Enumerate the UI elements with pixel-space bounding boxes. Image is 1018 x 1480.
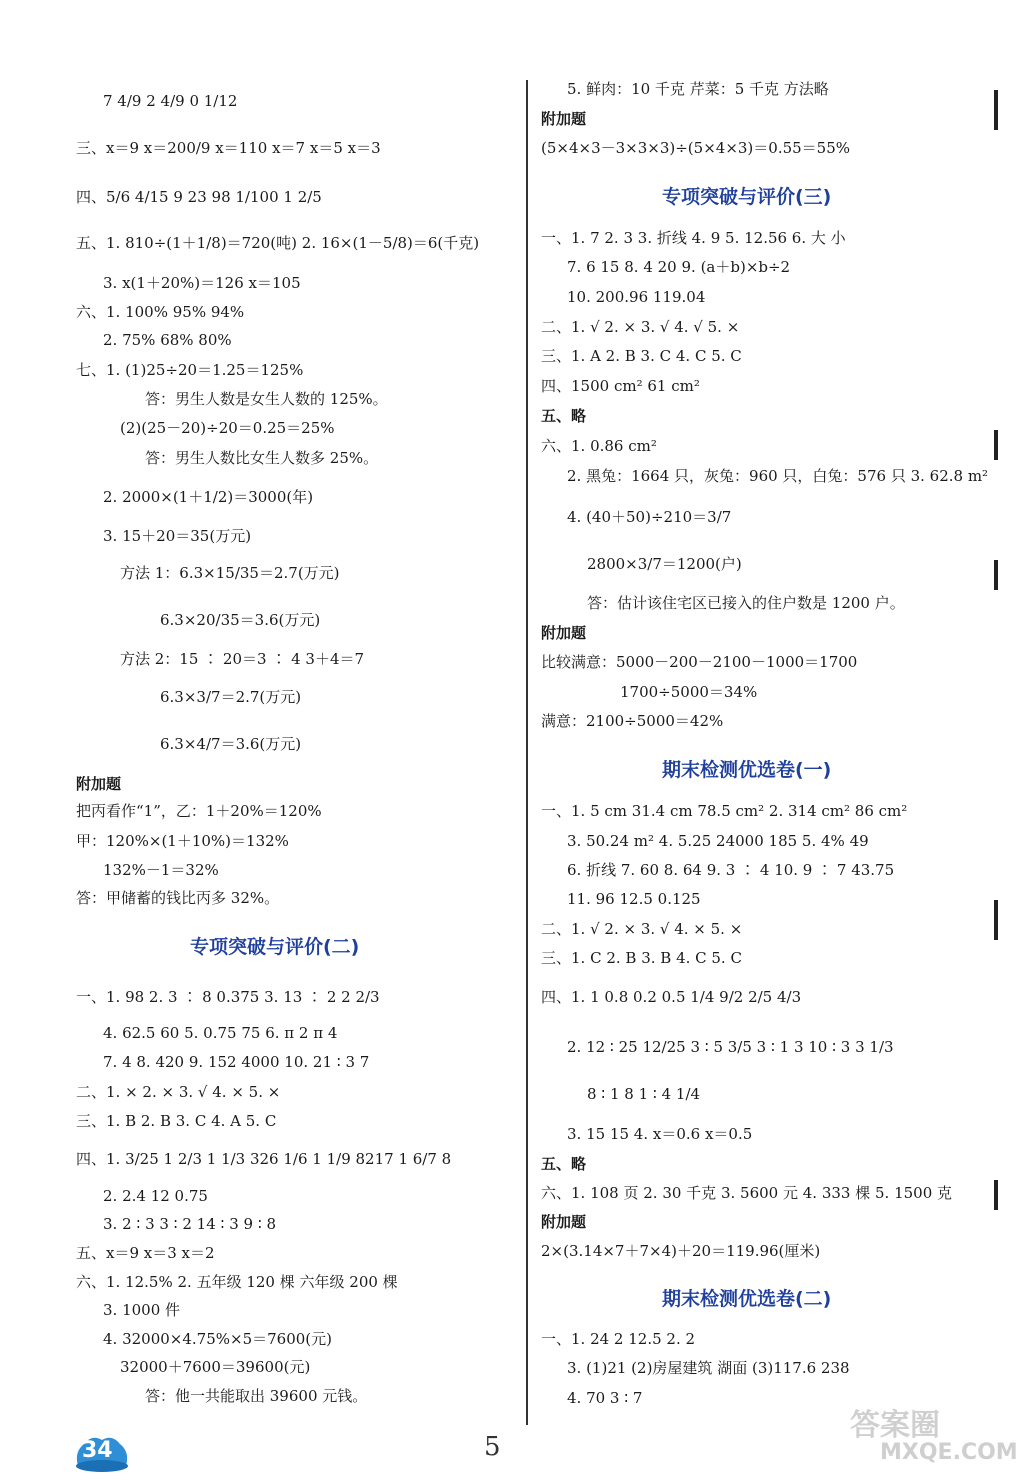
answer-line: 四、1. 1 0.8 0.2 0.5 1/4 9/2 2/5 4/3: [541, 988, 802, 1006]
answer-line: 六、1. 100% 95% 94%: [76, 303, 245, 321]
answer-line: 7 4/9 2 4/9 0 1/12: [103, 92, 238, 110]
watermark-logo: 答案圈: [850, 1408, 940, 1443]
answer-line: 1700÷5000＝34%: [620, 683, 758, 701]
edge-mark: [994, 430, 998, 460]
answer-line: 10. 200.96 119.04: [567, 288, 706, 306]
answer-line: 把丙看作“1”，乙：1＋20%＝120%: [76, 802, 322, 820]
answer-line: 比较满意：5000－200－2100－1000＝1700: [541, 653, 858, 671]
answer-line: 五、1. 810÷(1＋1/8)＝720(吨) 2. 16×(1－5/8)＝6(千克): [76, 234, 480, 252]
answer-line: 满意：2100÷5000＝42%: [541, 712, 724, 730]
answer-line: 5. 鲜肉：10 千克 芹菜：5 千克 方法略: [567, 80, 829, 98]
section-label: 附加题: [541, 624, 587, 642]
answer-line: 答：他一共能取出 39600 元钱。: [145, 1387, 368, 1405]
section-label: 五、略: [541, 407, 587, 425]
edge-mark: [994, 90, 998, 130]
section-heading: 专项突破与评价(三): [662, 186, 832, 208]
answer-line: 132%－1＝32%: [103, 861, 219, 879]
answer-line: 4. (40＋50)÷210＝3/7: [567, 508, 732, 526]
answer-line: 三、1. A 2. B 3. C 4. C 5. C: [541, 347, 742, 365]
section-label: 附加题: [541, 110, 587, 128]
answer-line: 四、5/6 4/15 9 23 98 1/100 1 2/5: [76, 188, 322, 206]
handwritten-mark: 5: [484, 1432, 501, 1462]
answer-line: 4. 32000×4.75%×5＝7600(元): [103, 1330, 333, 1348]
answer-line: 2. 黑兔：1664 只，灰兔：960 只，白兔：576 只 3. 62.8 m²: [567, 467, 989, 485]
answer-line: 一、1. 5 cm 31.4 cm 78.5 cm² 2. 314 cm² 86 cm²: [541, 802, 908, 820]
answer-line: 答：男生人数比女生人数多 25%。: [145, 449, 379, 467]
answer-line: 6.3×4/7＝3.6(万元): [160, 735, 302, 753]
answer-line: 7. 4 8. 420 9. 152 4000 10. 21 ∶ 3 7: [103, 1053, 370, 1071]
edge-mark: [994, 560, 998, 590]
answer-line: 3. (1)21 (2)房屋建筑 湖面 (3)117.6 238: [567, 1359, 850, 1377]
answer-line: 2×(3.14×7＋7×4)＋20＝119.96(厘米): [541, 1242, 821, 1260]
answer-line: 一、1. 7 2. 3 3. 折线 4. 9 5. 12.56 6. 大 小: [541, 229, 846, 247]
answer-line: 3. 15＋20＝35(万元): [103, 527, 252, 545]
answer-line: 8 ∶ 1 8 1 ∶ 4 1/4: [587, 1085, 701, 1103]
answer-line: 32000＋7600＝39600(元): [120, 1358, 311, 1376]
page-number: 34: [82, 1438, 113, 1463]
answer-line: 6.3×20/35＝3.6(万元): [160, 611, 321, 629]
section-label: 五、略: [541, 1155, 587, 1173]
answer-line: 11. 96 12.5 0.125: [567, 890, 701, 908]
answer-line: 2. 2000×(1＋1/2)＝3000(年): [103, 488, 314, 506]
answer-line: 答：男生人数是女生人数的 125%。: [145, 390, 388, 408]
answer-line: 3. 1000 件: [103, 1301, 181, 1319]
answer-line: 方法 1：6.3×15/35＝2.7(万元): [120, 564, 340, 582]
answer-line: 四、1500 cm² 61 cm²: [541, 377, 700, 395]
answer-line: 7. 6 15 8. 4 20 9. (a＋b)×b÷2: [567, 258, 791, 276]
answer-line: 四、1. 3/25 1 2/3 1 1/3 326 1/6 1 1/9 8217 1 6/7 8: [76, 1150, 452, 1168]
answer-line: 答：估计该住宅区已接入的住户数是 1200 户。: [587, 594, 905, 612]
answer-line: 甲：120%×(1＋10%)＝132%: [76, 832, 289, 850]
answer-line: 一、1. 24 2 12.5 2. 2: [541, 1330, 696, 1348]
answer-line: (2)(25－20)÷20＝0.25＝25%: [120, 419, 335, 437]
section-heading: 期末检测优选卷(二): [662, 1288, 832, 1310]
answer-line: 3. 2 ∶ 3 3 ∶ 2 14 ∶ 3 9 ∶ 8: [103, 1215, 277, 1233]
answer-line: 五、x＝9 x＝3 x＝2: [76, 1244, 215, 1262]
answer-line: 4. 62.5 60 5. 0.75 75 6. π 2 π 4: [103, 1024, 338, 1042]
answer-line: 七、1. (1)25÷20＝1.25＝125%: [76, 361, 304, 379]
answer-line: 2. 12 ∶ 25 12/25 3 ∶ 5 3/5 3 ∶ 1 3 10 ∶ 3 3 1/3: [567, 1038, 894, 1056]
answer-line: 三、1. B 2. B 3. C 4. A 5. C: [76, 1112, 277, 1130]
answer-line: 六、1. 0.86 cm²: [541, 437, 657, 455]
answer-line: 一、1. 98 2. 3 ∶ 8 0.375 3. 13 ∶ 2 2 2/3: [76, 988, 380, 1006]
answer-line: 二、1. × 2. × 3. √ 4. × 5. ×: [76, 1083, 281, 1101]
edge-mark: [994, 1180, 998, 1210]
answer-line: 2800×3/7＝1200(户): [587, 555, 742, 573]
answer-line: 二、1. √ 2. × 3. √ 4. × 5. ×: [541, 920, 743, 938]
section-label: 附加题: [541, 1213, 587, 1231]
section-label: 附加题: [76, 775, 122, 793]
answer-line: 2. 2.4 12 0.75: [103, 1187, 208, 1205]
answer-line: 二、1. √ 2. × 3. √ 4. √ 5. ×: [541, 318, 740, 336]
answer-line: 3. x(1＋20%)＝126 x＝105: [103, 274, 301, 292]
answer-line: 六、1. 12.5% 2. 五年级 120 棵 六年级 200 棵: [76, 1273, 398, 1291]
answer-line: 六、1. 108 页 2. 30 千克 3. 5600 元 4. 333 棵 5. 1500 克: [541, 1184, 953, 1202]
answer-line: 三、1. C 2. B 3. B 4. C 5. C: [541, 949, 742, 967]
column-divider: [526, 80, 528, 1425]
answer-line: 3. 50.24 m² 4. 5.25 24000 185 5. 4% 49: [567, 832, 869, 850]
answer-line: 3. 15 15 4. x＝0.6 x＝0.5: [567, 1125, 753, 1143]
watermark-url: MXQE.COM: [880, 1440, 1018, 1465]
answer-line: 方法 2：15 ∶ 20＝3 ∶ 4 3＋4＝7: [120, 650, 365, 668]
answer-line: 6. 折线 7. 60 8. 64 9. 3 ∶ 4 10. 9 ∶ 7 43.75: [567, 861, 895, 879]
answer-line: 三、x＝9 x＝200/9 x＝110 x＝7 x＝5 x＝3: [76, 139, 381, 157]
answer-line: 6.3×3/7＝2.7(万元): [160, 688, 302, 706]
answer-line: 2. 75% 68% 80%: [103, 331, 232, 349]
section-heading: 专项突破与评价(二): [190, 936, 360, 958]
section-heading: 期末检测优选卷(一): [662, 759, 832, 781]
edge-mark: [994, 900, 998, 940]
answer-line: (5×4×3－3×3×3)÷(5×4×3)＝0.55＝55%: [541, 139, 851, 157]
answer-line: 4. 70 3 ∶ 7: [567, 1389, 643, 1407]
answer-line: 答：甲储蓄的钱比丙多 32%。: [76, 889, 280, 907]
